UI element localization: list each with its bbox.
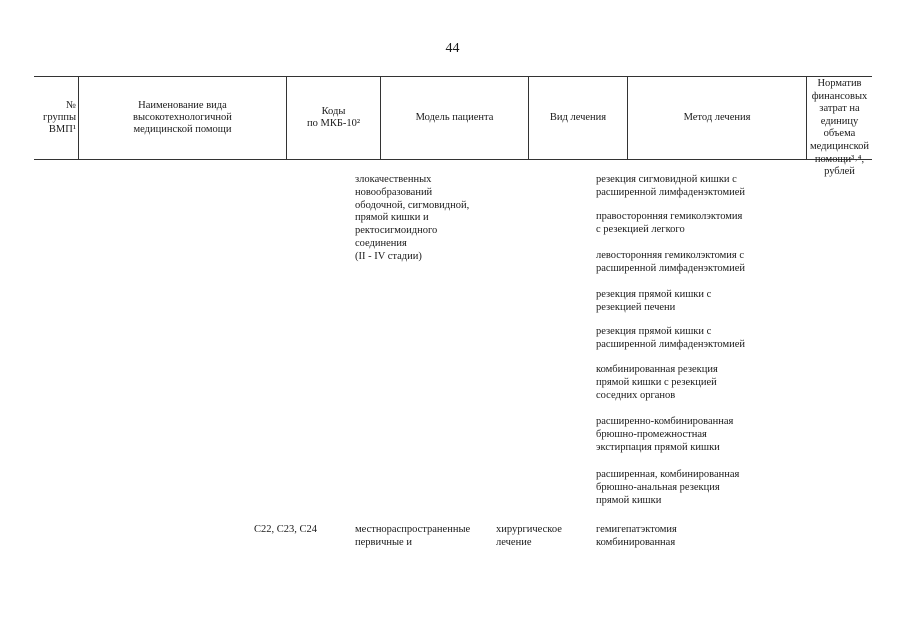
treatment-method-item: резекция сигмовидной кишки с расширенной лимфаденэктомией	[596, 174, 746, 198]
header-treatment-type: Вид лечения	[528, 77, 627, 159]
page-number: 44	[445, 41, 460, 56]
header-patient-model: Модель пациента	[380, 77, 528, 159]
treatment-method-item: расширенная, комбинированная брюшно-анальная резекция прямой кишки	[596, 469, 740, 506]
header-cost-norm: Норматив финансовых затрат на единицу объема медицинской помощи³˒⁴, рублей	[806, 77, 872, 159]
treatment-method-item: резекция прямой кишки с резекцией печени	[596, 289, 712, 313]
icd10-codes-cell: C22, C23, C24	[254, 524, 318, 535]
treatment-method-item: гемигепатэктомия комбинированная	[596, 524, 677, 548]
header-treatment-method: Метод лечения	[627, 77, 806, 159]
treatment-method-item: комбинированная резекция прямой кишки с резекцией соседних органов	[596, 364, 718, 401]
treatment-method-item: правосторонняя гемиколэктомия с резекцией легкого	[596, 211, 743, 235]
treatment-type-cell: хирургическое лечение	[496, 524, 562, 548]
treatment-method-item: расширенно-комбинированная брюшно-промежностная экстирпация прямой кишки	[596, 416, 734, 453]
treatment-method-item: левосторонняя гемиколэктомия с расширенной лимфаденэктомией	[596, 250, 746, 274]
header-care-type-name: Наименование вида высокотехнологичной медицинской помощи	[78, 77, 286, 159]
header-icd10-codes: Коды по МКБ-10²	[286, 77, 380, 159]
patient-model-cell: местнораспространенные первичные и	[355, 524, 471, 548]
patient-model-cell: злокачественных новообразований ободочной, сигмовидной, прямой кишки и ректосигмоидного соединения (II - IV стадии)	[355, 174, 470, 262]
header-group-number: № группы ВМП¹	[43, 100, 76, 135]
treatment-method-item: резекция прямой кишки с расширенной лимфаденэктомией	[596, 326, 746, 350]
table-header	[34, 76, 872, 178]
